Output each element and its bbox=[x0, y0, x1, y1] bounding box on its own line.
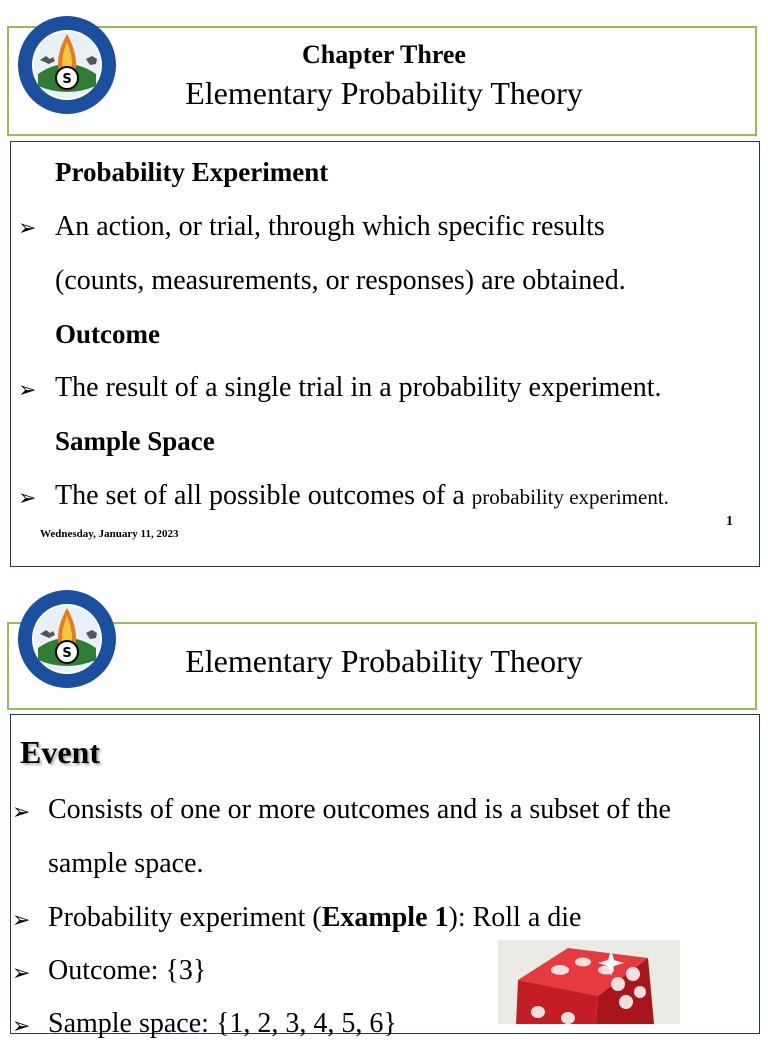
bullet-text: Consists of one or more outcomes and is a subset of the bbox=[48, 794, 671, 825]
university-logo bbox=[16, 14, 118, 116]
bullet-text bbox=[55, 480, 669, 512]
arrow-bullet-icon: ➢ bbox=[12, 799, 31, 824]
bullet-text: Outcome: {3} bbox=[48, 955, 207, 986]
bullet-text-continued: sample space. bbox=[48, 848, 204, 879]
arrow-bullet-icon: ➢ bbox=[18, 485, 37, 510]
arrow-bullet-icon: ➢ bbox=[18, 215, 37, 240]
bullet-text-continued: (counts, measurements, or responses) are obtained. bbox=[55, 265, 626, 296]
slide1-chapter-title: Chapter Three bbox=[302, 40, 466, 69]
footer-date: Wednesday, January 11, 2023 bbox=[40, 528, 179, 540]
bullet-text: An action, or trial, through which specific results bbox=[55, 211, 605, 242]
bullet-text: Sample space: {1, 2, 3, 4, 5, 6} bbox=[48, 1008, 397, 1039]
bullet-text: The result of a single trial in a probability experiment. bbox=[55, 372, 662, 403]
bullet-text-post: ): Roll a die bbox=[448, 902, 582, 933]
bullet-text-small: probability experiment. bbox=[471, 485, 669, 509]
dice-image bbox=[498, 940, 680, 1024]
page-number: 1 bbox=[726, 514, 733, 529]
heading-event: Event bbox=[20, 734, 100, 770]
heading-sample-space: Sample Space bbox=[55, 426, 215, 456]
bullet-text-pre: Probability experiment ( bbox=[48, 902, 322, 933]
slide1-title: Elementary Probability Theory bbox=[185, 75, 583, 111]
bullet-text bbox=[48, 902, 581, 934]
arrow-bullet-icon: ➢ bbox=[12, 907, 31, 932]
arrow-bullet-icon: ➢ bbox=[12, 1013, 31, 1038]
bullet-text-bold: Example 1 bbox=[321, 902, 449, 933]
heading-probability-experiment: Probability Experiment bbox=[55, 157, 329, 187]
bullet-text-main: The set of all possible outcomes of a bbox=[55, 480, 472, 511]
slide2-title: Elementary Probability Theory bbox=[185, 643, 583, 679]
heading-outcome: Outcome bbox=[55, 319, 160, 349]
arrow-bullet-icon: ➢ bbox=[12, 960, 31, 985]
university-logo bbox=[16, 588, 118, 690]
arrow-bullet-icon: ➢ bbox=[18, 377, 37, 402]
